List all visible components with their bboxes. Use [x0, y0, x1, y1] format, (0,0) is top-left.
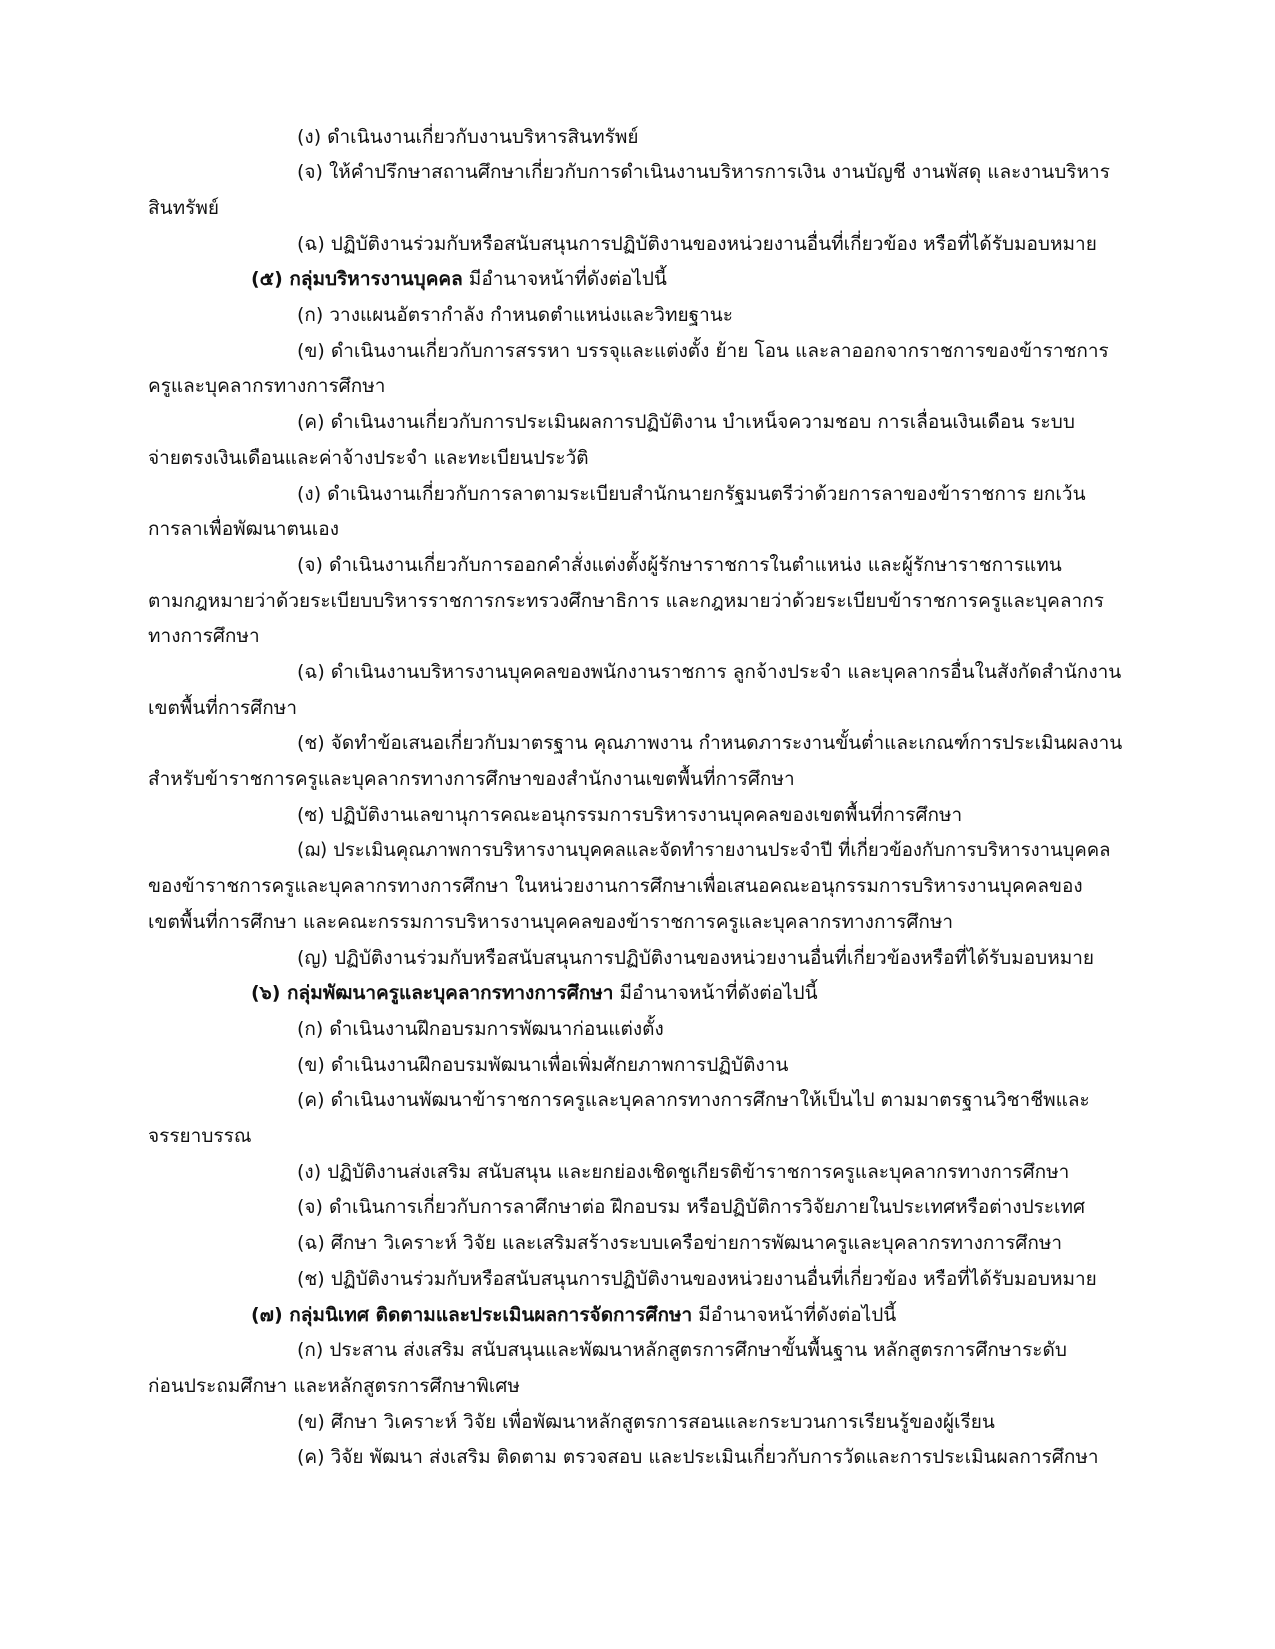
item-cho-standards-continuation: สำหรับข้าราชการครูและบุคลากรทางการศึกษาของสำนักงานเขตพื้นที่การศึกษา [148, 768, 795, 790]
item-cho-standards-proposal: (ช) จัดทำข้อเสนอเกี่ยวกับมาตรฐาน คุณภาพงาน กำหนดภาระงานขั้นต่ำและเกณฑ์การประเมินผลงาน [297, 732, 1123, 754]
item-jo-advise-schools: (จ) ให้คำปรึกษาสถานศึกษาเกี่ยวกับการดำเนินงานบริหารการเงิน งานบัญชี งานพัสดุ และงานบริหาร [297, 161, 1110, 183]
section-heading-supervision [251, 1302, 896, 1328]
item-jo-continuation: สินทรัพย์ [148, 197, 219, 219]
section-title-supervision: (๗) กลุ่มนิเทศ ติดตามและประเมินผลการจัดการศึกษา [251, 1304, 693, 1326]
item-ngo-honor-promotion: (ง) ปฏิบัติงานส่งเสริม สนับสนุน และยกย่องเชิดชูเกียรติข้าราชการครูและบุคลากรทางการศึกษา [297, 1161, 1070, 1183]
item-ko-pre-appointment-training: (ก) ดำเนินงานฝึกอบรมการพัฒนาก่อนแต่งตั้ง [297, 1018, 664, 1040]
item-yo-support-other-units: (ญ) ปฏิบัติงานร่วมกับหรือสนับสนุนการปฏิบัติงานของหน่วยงานอื่นที่เกี่ยวข้องหรือที่ได้รับมอบหมาย [297, 947, 1095, 969]
item-cho-staff-continuation: เขตพื้นที่การศึกษา [148, 697, 297, 719]
item-ng-asset-management: (ง) ดำเนินงานเกี่ยวกับงานบริหารสินทรัพย์ [297, 126, 639, 148]
item-kho-recruitment: (ข) ดำเนินงานเกี่ยวกับการสรรหา บรรจุและแต่งตั้ง ย้าย โอน และลาออกจากราชการของข้าราชการ [297, 340, 1109, 362]
item-kho-assessment-research: (ค) วิจัย พัฒนา ส่งเสริม ติดตาม ตรวจสอบ และประเมินเกี่ยวกับการวัดและการประเมินผลการศึกษา [297, 1446, 1099, 1468]
section-heading-personnel [251, 266, 667, 292]
item-cho-research-network: (ฉ) ศึกษา วิเคราะห์ วิจัย และเสริมสร้างระบบเครือข่ายการพัฒนาครูและบุคลากรทางการศึกษา [297, 1232, 1063, 1254]
item-jo-acting-orders: (จ) ดำเนินงานเกี่ยวกับการออกคำสั่งแต่งตั้งผู้รักษาราชการในตำแหน่ง และผู้รักษาราชการแทน [297, 554, 1062, 576]
item-cha-continuation-1: ของข้าราชการครูและบุคลากรทางการศึกษา ในหน่วยงานการศึกษาเพื่อเสนอคณะอนุกรรมการบริหารงานบุคคลของ [148, 875, 1083, 897]
section-duties-label: มีอำนาจหน้าที่ดังต่อไปนี้ [692, 1304, 897, 1326]
item-kho-standards-continuation: จรรยาบรรณ [148, 1125, 252, 1147]
item-kho-capacity-training: (ข) ดำเนินงานฝึกอบรมพัฒนาเพื่อเพิ่มศักยภาพการปฏิบัติงาน [297, 1054, 789, 1076]
item-ngo-leave: (ง) ดำเนินงานเกี่ยวกับการลาตามระเบียบสำนักนายกรัฐมนตรีว่าด้วยการลาของข้าราชการ ยกเว้น [297, 483, 1086, 505]
item-kho-performance-evaluation: (ค) ดำเนินงานเกี่ยวกับการประเมินผลการปฏิบัติงาน บำเหน็จความชอบ การเลื่อนเงินเดือน ระบบ [297, 411, 1075, 433]
item-cha-quality-assessment: (ฌ) ประเมินคุณภาพการบริหารงานบุคคลและจัดทำรายงานประจำปี ที่เกี่ยวข้องกับการบริหารงานบุคคล [297, 840, 1111, 861]
section-duties-label: มีอำนาจหน้าที่ดังต่อไปนี้ [462, 268, 667, 290]
item-cho-support-other-units: (ช) ปฏิบัติงานร่วมกับหรือสนับสนุนการปฏิบัติงานของหน่วยงานอื่นที่เกี่ยวข้อง หรือที่ได้รับมอบหมาย [297, 1268, 1097, 1290]
item-jo-acting-continuation-1: ตามกฎหมายว่าด้วยระเบียบบริหารราชการกระทรวงศึกษาธิการ และกฎหมายว่าด้วยระเบียบข้าราชการครูและบุคลากร [148, 590, 1104, 612]
item-kho-professional-standards: (ค) ดำเนินงานพัฒนาข้าราชการครูและบุคลากรทางการศึกษาให้เป็นไป ตามมาตรฐานวิชาชีพและ [297, 1089, 1090, 1111]
section-title-teacher-development: (๖) กลุ่มพัฒนาครูและบุคลากรทางการศึกษา [251, 982, 614, 1004]
item-so-secretariat: (ซ) ปฏิบัติงานเลขานุการคณะอนุกรรมการบริหารงานบุคคลของเขตพื้นที่การศึกษา [297, 804, 963, 826]
section-duties-label: มีอำนาจหน้าที่ดังต่อไปนี้ [613, 982, 818, 1004]
item-cha-continuation-2: เขตพื้นที่การศึกษา และคณะกรรมการบริหารงานบุคคลของข้าราชการครูและบุคลากรทางการศึกษา [148, 911, 954, 933]
item-cho-support-other-units: (ฉ) ปฏิบัติงานร่วมกับหรือสนับสนุนการปฏิบัติงานของหน่วยงานอื่นที่เกี่ยวข้อง หรือที่ได้รับมอบหมาย [297, 233, 1097, 255]
section-title-personnel: (๕) กลุ่มบริหารงานบุคคล [251, 268, 463, 290]
item-kho-continuation: ครูและบุคลากรทางการศึกษา [148, 375, 386, 397]
item-jo-study-leave: (จ) ดำเนินการเกี่ยวกับการลาศึกษาต่อ ฝึกอบรม หรือปฏิบัติการวิจัยภายในประเทศหรือต่างประเทศ [297, 1196, 1086, 1218]
item-ko-curriculum-continuation: ก่อนประถมศึกษา และหลักสูตรการศึกษาพิเศษ [148, 1375, 520, 1397]
item-ko-curriculum-development: (ก) ประสาน ส่งเสริม สนับสนุนและพัฒนาหลักสูตรการศึกษาขั้นพื้นฐาน หลักสูตรการศึกษาระดับ [297, 1339, 1067, 1361]
item-cho-staff-management: (ฉ) ดำเนินงานบริหารงานบุคคลของพนักงานราชการ ลูกจ้างประจำ และบุคลากรอื่นในสังกัดสำนักงาน [297, 661, 1122, 683]
item-kho-eval-continuation: จ่ายตรงเงินเดือนและค่าจ้างประจำ และทะเบียนประวัติ [148, 447, 589, 469]
section-heading-teacher-development [251, 980, 818, 1006]
item-ko-workforce-planning: (ก) วางแผนอัตรากำลัง กำหนดตำแหน่งและวิทยฐานะ [297, 304, 733, 326]
item-kho-learning-research: (ข) ศึกษา วิเคราะห์ วิจัย เพื่อพัฒนาหลักสูตรการสอนและกระบวนการเรียนรู้ของผู้เรียน [297, 1411, 995, 1433]
item-ngo-continuation: การลาเพื่อพัฒนาตนเอง [148, 518, 339, 540]
item-jo-acting-continuation-2: ทางการศึกษา [148, 625, 260, 647]
